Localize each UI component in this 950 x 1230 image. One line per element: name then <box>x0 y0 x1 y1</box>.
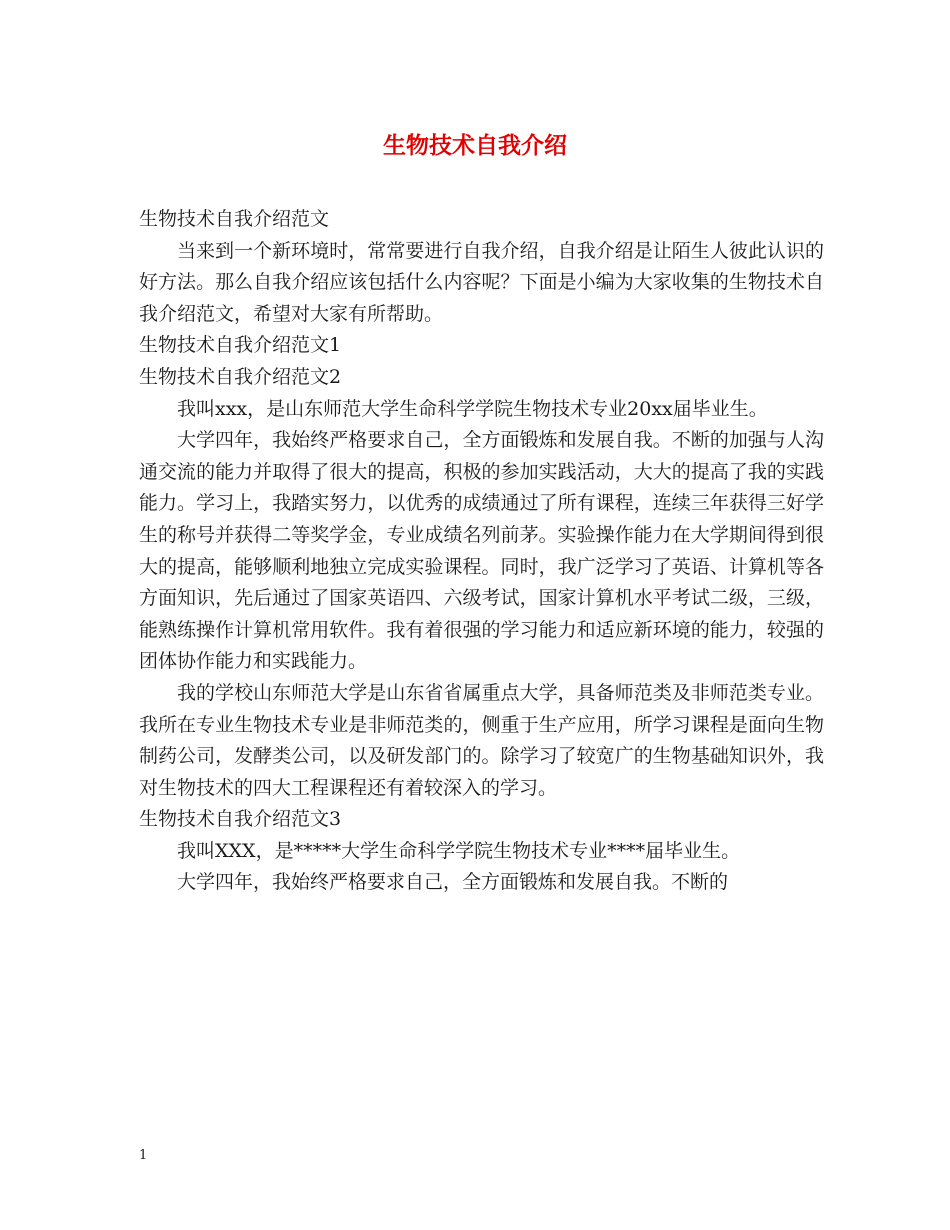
document-body <box>139 204 824 899</box>
section-heading: 生物技术自我介绍范文 <box>139 208 330 230</box>
body-paragraph: 大学四年，我始终严格要求自己，全方面锻炼和发展自我。不断的加强与人沟通交流的能力并取得了很大的提高，积极的参加实践活动，大大的提高了我的实践能力。学习上，我踏实努力，以优秀的成绩通过了所有课程，连续三年获得三好学生的称号并获得二等奖学金，专业成绩名列前茅。实验操作能力在大学期间得到很大的提高，能够顺利地独立完成实验课程。同时，我广泛学习了英语、计算机等各方面知识，先后通过了国家英语四、六级考试，国家计算机水平考试二级，三级，能熟练操作计算机常用软件。我有着很强的学习能力和适应新环境的能力，较强的团体协作能力和实践能力。 <box>139 429 824 673</box>
body-paragraph: 我的学校山东师范大学是山东省省属重点大学，具备师范类及非师范类专业。我所在专业生物技术专业是非师范类的，侧重于生产应用，所学习课程是面向生物制药公司，发酵类公司，以及研发部门的。除学习了较宽广的生物基础知识外，我对生物技术的四大工程课程还有着较深入的学习。 <box>139 681 824 799</box>
page-number: 1 <box>139 1148 148 1163</box>
body-paragraph: 当来到一个新环境时，常常要进行自我介绍，自我介绍是让陌生人彼此认识的好方法。那么自我介绍应该包括什么内容呢？下面是小编为大家收集的生物技术自我介绍范文，希望对大家有所帮助。 <box>139 239 824 325</box>
section-heading: 生物技术自我介绍范文1 <box>139 334 342 357</box>
document-title: 生物技术自我介绍 <box>383 132 567 159</box>
body-paragraph: 我叫XXX，是*****大学生命科学学院生物技术专业****届毕业生。 <box>177 839 741 862</box>
body-paragraph: 我叫xxx，是山东师范大学生命科学学院生物技术专业20xx届毕业生。 <box>177 397 768 420</box>
section-heading: 生物技术自我介绍范文3 <box>139 808 342 831</box>
body-paragraph: 大学四年，我始终严格要求自己，全方面锻炼和发展自我。不断的 <box>177 871 729 894</box>
section-heading: 生物技术自我介绍范文2 <box>139 365 342 388</box>
